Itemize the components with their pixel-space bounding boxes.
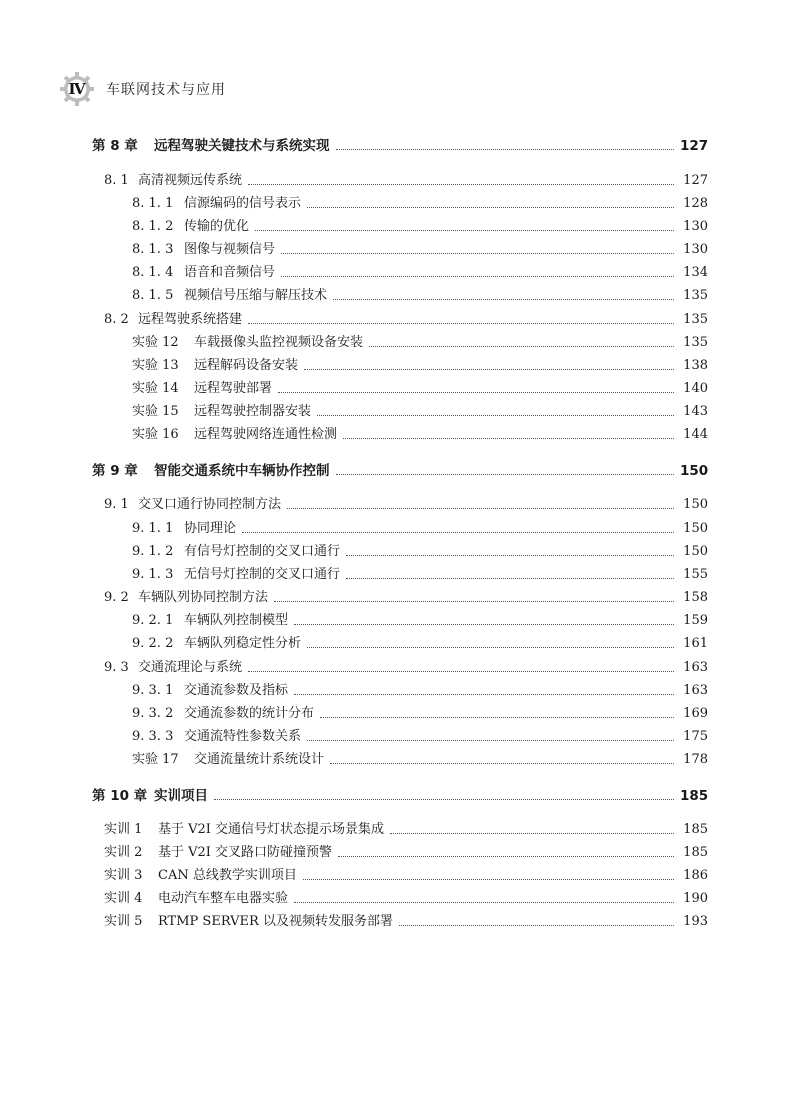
toc-page-number: 140 bbox=[683, 381, 708, 396]
toc-entry-row bbox=[104, 842, 708, 864]
toc-entry-row bbox=[132, 564, 708, 586]
toc-entry-row bbox=[132, 355, 708, 377]
toc-entry-title: 交通流量统计系统设计 bbox=[194, 752, 325, 767]
toc-page-number: 150 bbox=[683, 544, 708, 559]
toc-entry-number: 实训 1 bbox=[104, 822, 143, 837]
toc-entry-title: 图像与视频信号 bbox=[184, 242, 276, 257]
dot-leader bbox=[338, 855, 674, 857]
toc-entry-number: 实验 13 bbox=[132, 358, 179, 373]
toc-entry-row bbox=[132, 703, 708, 725]
toc-entry-number: 实验 14 bbox=[132, 381, 179, 396]
dot-leader bbox=[333, 298, 674, 300]
toc-entry-title: 交叉口通行协同控制方法 bbox=[138, 497, 282, 512]
toc-page-number: 150 bbox=[683, 497, 708, 512]
toc-entry-title: RTMP SERVER 以及视频转发服务部署 bbox=[158, 914, 393, 929]
toc-page-number: 186 bbox=[683, 868, 708, 883]
toc-page-number: 130 bbox=[683, 219, 708, 234]
toc-entry-row bbox=[132, 541, 708, 563]
toc-page-number: 175 bbox=[683, 729, 708, 744]
dot-leader bbox=[336, 148, 675, 150]
toc-entry-number: 8. 1. 5 bbox=[132, 288, 174, 303]
toc-entry-number: 9. 3 bbox=[104, 660, 129, 675]
toc-entry-number: 第 10 章 bbox=[92, 788, 148, 804]
dot-leader bbox=[346, 577, 674, 579]
toc-entry-row bbox=[132, 680, 708, 702]
toc-entry-row bbox=[132, 633, 708, 655]
toc-entry-row bbox=[132, 610, 708, 632]
toc-page-number: 135 bbox=[683, 312, 708, 327]
toc-entry-title: 远程驾驶关键技术与系统实现 bbox=[154, 138, 330, 154]
toc-page-number: 135 bbox=[683, 288, 708, 303]
toc-entry-number: 第 9 章 bbox=[92, 463, 138, 479]
toc-page-number: 185 bbox=[680, 788, 709, 804]
toc-entry-title: 交通流理论与系统 bbox=[138, 660, 243, 675]
dot-leader bbox=[346, 554, 674, 556]
toc-entry-title: 车辆队列稳定性分析 bbox=[184, 636, 302, 651]
dot-leader bbox=[390, 832, 674, 834]
toc-page-number: 138 bbox=[683, 358, 708, 373]
toc-page-number: 163 bbox=[683, 683, 708, 698]
toc-entry-title: 远程驾驶控制器安装 bbox=[194, 404, 312, 419]
toc-entry-number: 9. 1. 2 bbox=[132, 544, 174, 559]
dot-leader bbox=[307, 646, 674, 648]
toc-page-number: 128 bbox=[683, 196, 708, 211]
toc-page-number: 127 bbox=[680, 138, 709, 154]
toc-entry-title: 远程驾驶部署 bbox=[194, 381, 273, 396]
toc-entry-title: 基于 V2I 交通信号灯状态提示场景集成 bbox=[158, 822, 385, 837]
toc-page-number: 163 bbox=[683, 660, 708, 675]
toc-entry-title: 车辆队列控制模型 bbox=[184, 613, 289, 628]
toc-entry-title: 协同理论 bbox=[184, 521, 237, 536]
toc-entry-number: 8. 1. 3 bbox=[132, 242, 174, 257]
dot-leader bbox=[214, 798, 674, 800]
toc-page-number: 130 bbox=[683, 242, 708, 257]
toc-entry-row bbox=[104, 170, 708, 192]
toc-entry-row bbox=[132, 378, 708, 400]
toc-entry-number: 实训 5 bbox=[104, 914, 143, 929]
toc-entry-row bbox=[132, 749, 708, 771]
toc-entry-number: 实训 3 bbox=[104, 868, 143, 883]
toc-entry-title: 语音和音频信号 bbox=[184, 265, 276, 280]
toc-page-number: 158 bbox=[683, 590, 708, 605]
toc-entry-title: 高清视频远传系统 bbox=[138, 173, 243, 188]
toc-entry-title: 无信号灯控制的交叉口通行 bbox=[184, 567, 341, 582]
toc-entry-number: 8. 1. 2 bbox=[132, 219, 174, 234]
toc-page-number: 193 bbox=[683, 914, 708, 929]
dot-leader bbox=[369, 345, 674, 347]
toc-entry-number: 9. 3. 2 bbox=[132, 706, 174, 721]
toc-entry-number: 实验 12 bbox=[132, 335, 179, 350]
toc-entry-title: 车辆队列协同控制方法 bbox=[138, 590, 269, 605]
toc-page-number: 190 bbox=[683, 891, 708, 906]
toc-entry-title: 车载摄像头监控视频设备安装 bbox=[194, 335, 364, 350]
dot-leader bbox=[242, 531, 674, 533]
dot-leader bbox=[343, 437, 674, 439]
toc-entry-title: 远程驾驶系统搭建 bbox=[138, 312, 243, 327]
toc-page-number: 185 bbox=[683, 845, 708, 860]
dot-leader bbox=[274, 600, 674, 602]
toc-entry-title: 交通流参数的统计分布 bbox=[184, 706, 315, 721]
toc-page-number: 185 bbox=[683, 822, 708, 837]
toc-entry-row bbox=[104, 888, 708, 910]
toc-entry-title: 基于 V2I 交叉路口防碰撞预警 bbox=[158, 845, 333, 860]
dot-leader bbox=[303, 878, 674, 880]
toc-entry-number: 9. 3. 1 bbox=[132, 683, 174, 698]
toc-page-number: 178 bbox=[683, 752, 708, 767]
toc-entry-row bbox=[132, 726, 708, 748]
dot-leader bbox=[294, 901, 674, 903]
book-title: 车联网技术与应用 bbox=[106, 82, 226, 98]
toc-entry-row bbox=[104, 911, 708, 933]
toc-page-number: 135 bbox=[683, 335, 708, 350]
toc-entry-title: 交通流特性参数关系 bbox=[184, 729, 302, 744]
dot-leader bbox=[281, 275, 674, 277]
toc-entry-number: 8. 2 bbox=[104, 312, 129, 327]
toc-entry-row bbox=[104, 657, 708, 679]
toc-entry-number: 9. 1. 3 bbox=[132, 567, 174, 582]
toc-chapter-row bbox=[92, 785, 708, 807]
toc-entry-number: 实训 2 bbox=[104, 845, 143, 860]
dot-leader bbox=[248, 183, 674, 185]
toc-entry-title: 远程驾驶网络连通性检测 bbox=[194, 427, 338, 442]
toc-entry-number: 第 8 章 bbox=[92, 138, 138, 154]
toc-entry-number: 9. 2 bbox=[104, 590, 129, 605]
toc-entry-title: 智能交通系统中车辆协作控制 bbox=[154, 463, 330, 479]
toc-entry-row bbox=[132, 262, 708, 284]
toc-entry-title: CAN 总线教学实训项目 bbox=[158, 868, 297, 883]
page-numeral: Ⅳ bbox=[68, 80, 86, 98]
toc-entry-title: 实训项目 bbox=[154, 788, 208, 804]
dot-leader bbox=[281, 252, 674, 254]
toc-page-number: 143 bbox=[683, 404, 708, 419]
toc-entry-row bbox=[132, 401, 708, 423]
toc-entry-number: 9. 3. 3 bbox=[132, 729, 174, 744]
toc-entry-row bbox=[132, 239, 708, 261]
toc-page-number: 144 bbox=[683, 427, 708, 442]
toc-page-number: 161 bbox=[683, 636, 708, 651]
dot-leader bbox=[294, 693, 674, 695]
toc-entry-number: 8. 1. 1 bbox=[132, 196, 174, 211]
toc-page-number: 150 bbox=[683, 521, 708, 536]
toc-entry-title: 交通流参数及指标 bbox=[184, 683, 289, 698]
toc-entry-row bbox=[104, 494, 708, 516]
toc-entry-number: 8. 1. 4 bbox=[132, 265, 174, 280]
toc-entry-number: 9. 1. 1 bbox=[132, 521, 174, 536]
toc-entry-number: 实验 16 bbox=[132, 427, 179, 442]
dot-leader bbox=[248, 322, 674, 324]
dot-leader bbox=[336, 473, 675, 475]
toc-entry-row bbox=[104, 865, 708, 887]
dot-leader bbox=[307, 739, 674, 741]
toc-entry-number: 实训 4 bbox=[104, 891, 143, 906]
dot-leader bbox=[287, 507, 674, 509]
toc-entry-number: 8. 1 bbox=[104, 173, 129, 188]
toc-entry-row bbox=[132, 285, 708, 307]
toc-entry-number: 9. 1 bbox=[104, 497, 129, 512]
toc-entry-row bbox=[104, 819, 708, 841]
toc-entry-number: 9. 2. 2 bbox=[132, 636, 174, 651]
toc-entry-row bbox=[104, 309, 708, 331]
dot-leader bbox=[278, 391, 674, 393]
toc-entry-row bbox=[132, 332, 708, 354]
toc-entry-title: 传输的优化 bbox=[184, 219, 250, 234]
dot-leader bbox=[317, 414, 674, 416]
toc-entry-title: 有信号灯控制的交叉口通行 bbox=[184, 544, 341, 559]
dot-leader bbox=[330, 762, 674, 764]
toc-page-number: 127 bbox=[683, 173, 708, 188]
dot-leader bbox=[399, 924, 674, 926]
dot-leader bbox=[320, 716, 674, 718]
toc-page-number: 155 bbox=[683, 567, 708, 582]
toc-entry-row bbox=[132, 424, 708, 446]
dot-leader bbox=[307, 206, 674, 208]
toc-entry-row bbox=[132, 518, 708, 540]
dot-leader bbox=[255, 229, 674, 231]
toc-entry-title: 远程解码设备安装 bbox=[194, 358, 299, 373]
toc-entry-row bbox=[132, 193, 708, 215]
toc-chapter-row bbox=[92, 460, 708, 482]
toc-entry-title: 视频信号压缩与解压技术 bbox=[184, 288, 328, 303]
toc-entry-row bbox=[132, 216, 708, 238]
toc-page-number: 134 bbox=[683, 265, 708, 280]
toc-page-number: 150 bbox=[680, 463, 709, 479]
toc-entry-number: 实验 15 bbox=[132, 404, 179, 419]
dot-leader bbox=[248, 670, 674, 672]
toc-chapter-row bbox=[92, 135, 708, 157]
toc-entry-title: 信源编码的信号表示 bbox=[184, 196, 302, 211]
toc-entry-number: 实验 17 bbox=[132, 752, 179, 767]
toc-page-number: 169 bbox=[683, 706, 708, 721]
dot-leader bbox=[304, 368, 674, 370]
toc-page-number: 159 bbox=[683, 613, 708, 628]
toc-entry-title: 电动汽车整车电器实验 bbox=[158, 891, 289, 906]
toc-entry-row bbox=[104, 587, 708, 609]
toc-entry-number: 9. 2. 1 bbox=[132, 613, 174, 628]
dot-leader bbox=[294, 623, 674, 625]
